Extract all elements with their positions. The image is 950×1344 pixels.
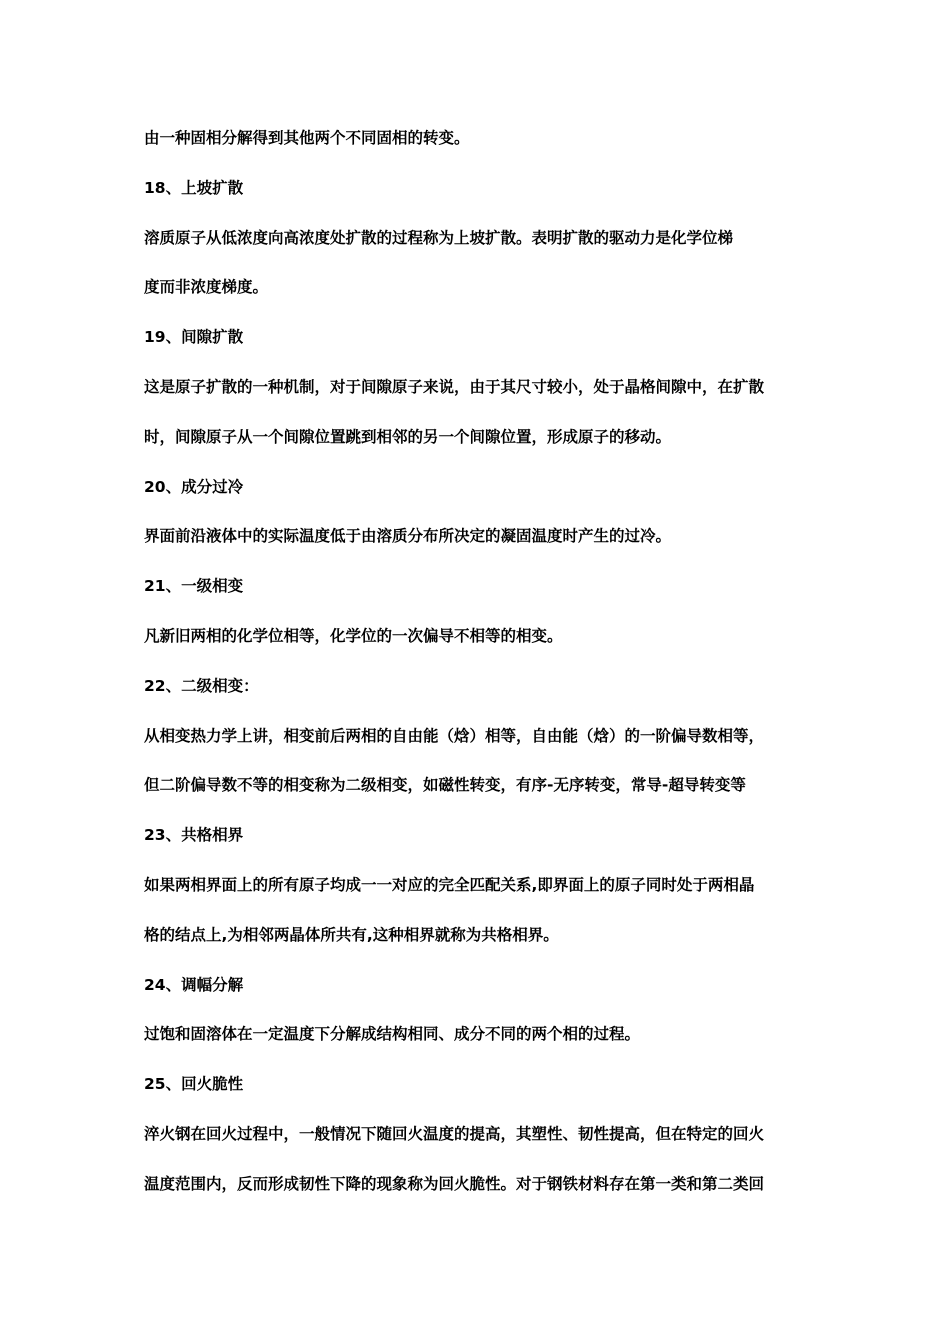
term-heading: 21、一级相变 (144, 577, 244, 596)
paragraph-text: 过饱和固溶体在一定温度下分解成结构相同、成分不同的两个相的过程。 (144, 1025, 641, 1044)
paragraph-text: 时，间隙原子从一个间隙位置跳到相邻的另一个间隙位置，形成原子的移动。 (144, 427, 672, 446)
document-body (144, 126, 824, 1222)
paragraph-text: 界面前沿液体中的实际温度低于由溶质分布所决定的凝固温度时产生的过冷。 (144, 527, 672, 546)
paragraph-text: 溶质原子从低浓度向高浓度处扩散的过程称为上坡扩散。表明扩散的驱动力是化学位梯 (144, 228, 734, 247)
paragraph-text: 但二阶偏导数不等的相变称为二级相变，如磁性转变，有序-无序转变，常导-超导转变等 (144, 776, 746, 795)
term-heading: 20、成分过冷 (144, 477, 244, 496)
paragraph-text: 这是原子扩散的一种机制，对于间隙原子来说，由于其尺寸较小，处于晶格间隙中，在扩散 (144, 377, 765, 396)
paragraph-text: 从相变热力学上讲，相变前后两相的自由能（焓）相等，自由能（焓）的一阶偏导数相等， (144, 726, 765, 745)
term-heading: 18、上坡扩散 (144, 178, 244, 197)
paragraph-text: 由一种固相分解得到其他两个不同固相的转变。 (144, 129, 470, 147)
term-heading: 25、回火脆性 (144, 1075, 244, 1094)
paragraph-text: 温度范围内，反而形成韧性下降的现象称为回火脆性。对于钢铁材料存在第一类和第二类回 (144, 1174, 765, 1193)
paragraph-text: 如果两相界面上的所有原子均成一一对应的完全匹配关系,即界面上的原子同时处于两相晶 (144, 875, 755, 894)
term-heading: 19、间隙扩散 (144, 328, 244, 347)
paragraph-text: 格的结点上,为相邻两晶体所共有,这种相界就称为共格相界。 (144, 925, 559, 944)
term-heading: 24、调幅分解 (144, 975, 244, 994)
term-heading: 22、二级相变： (144, 676, 259, 695)
paragraph-text: 度而非浓度梯度。 (144, 278, 269, 297)
paragraph-text: 凡新旧两相的化学位相等，化学位的一次偏导不相等的相变。 (144, 626, 563, 645)
term-heading: 23、共格相界 (144, 826, 244, 845)
paragraph-text: 淬火钢在回火过程中，一般情况下随回火温度的提高，其塑性、韧性提高，但在特定的回火 (144, 1124, 765, 1143)
